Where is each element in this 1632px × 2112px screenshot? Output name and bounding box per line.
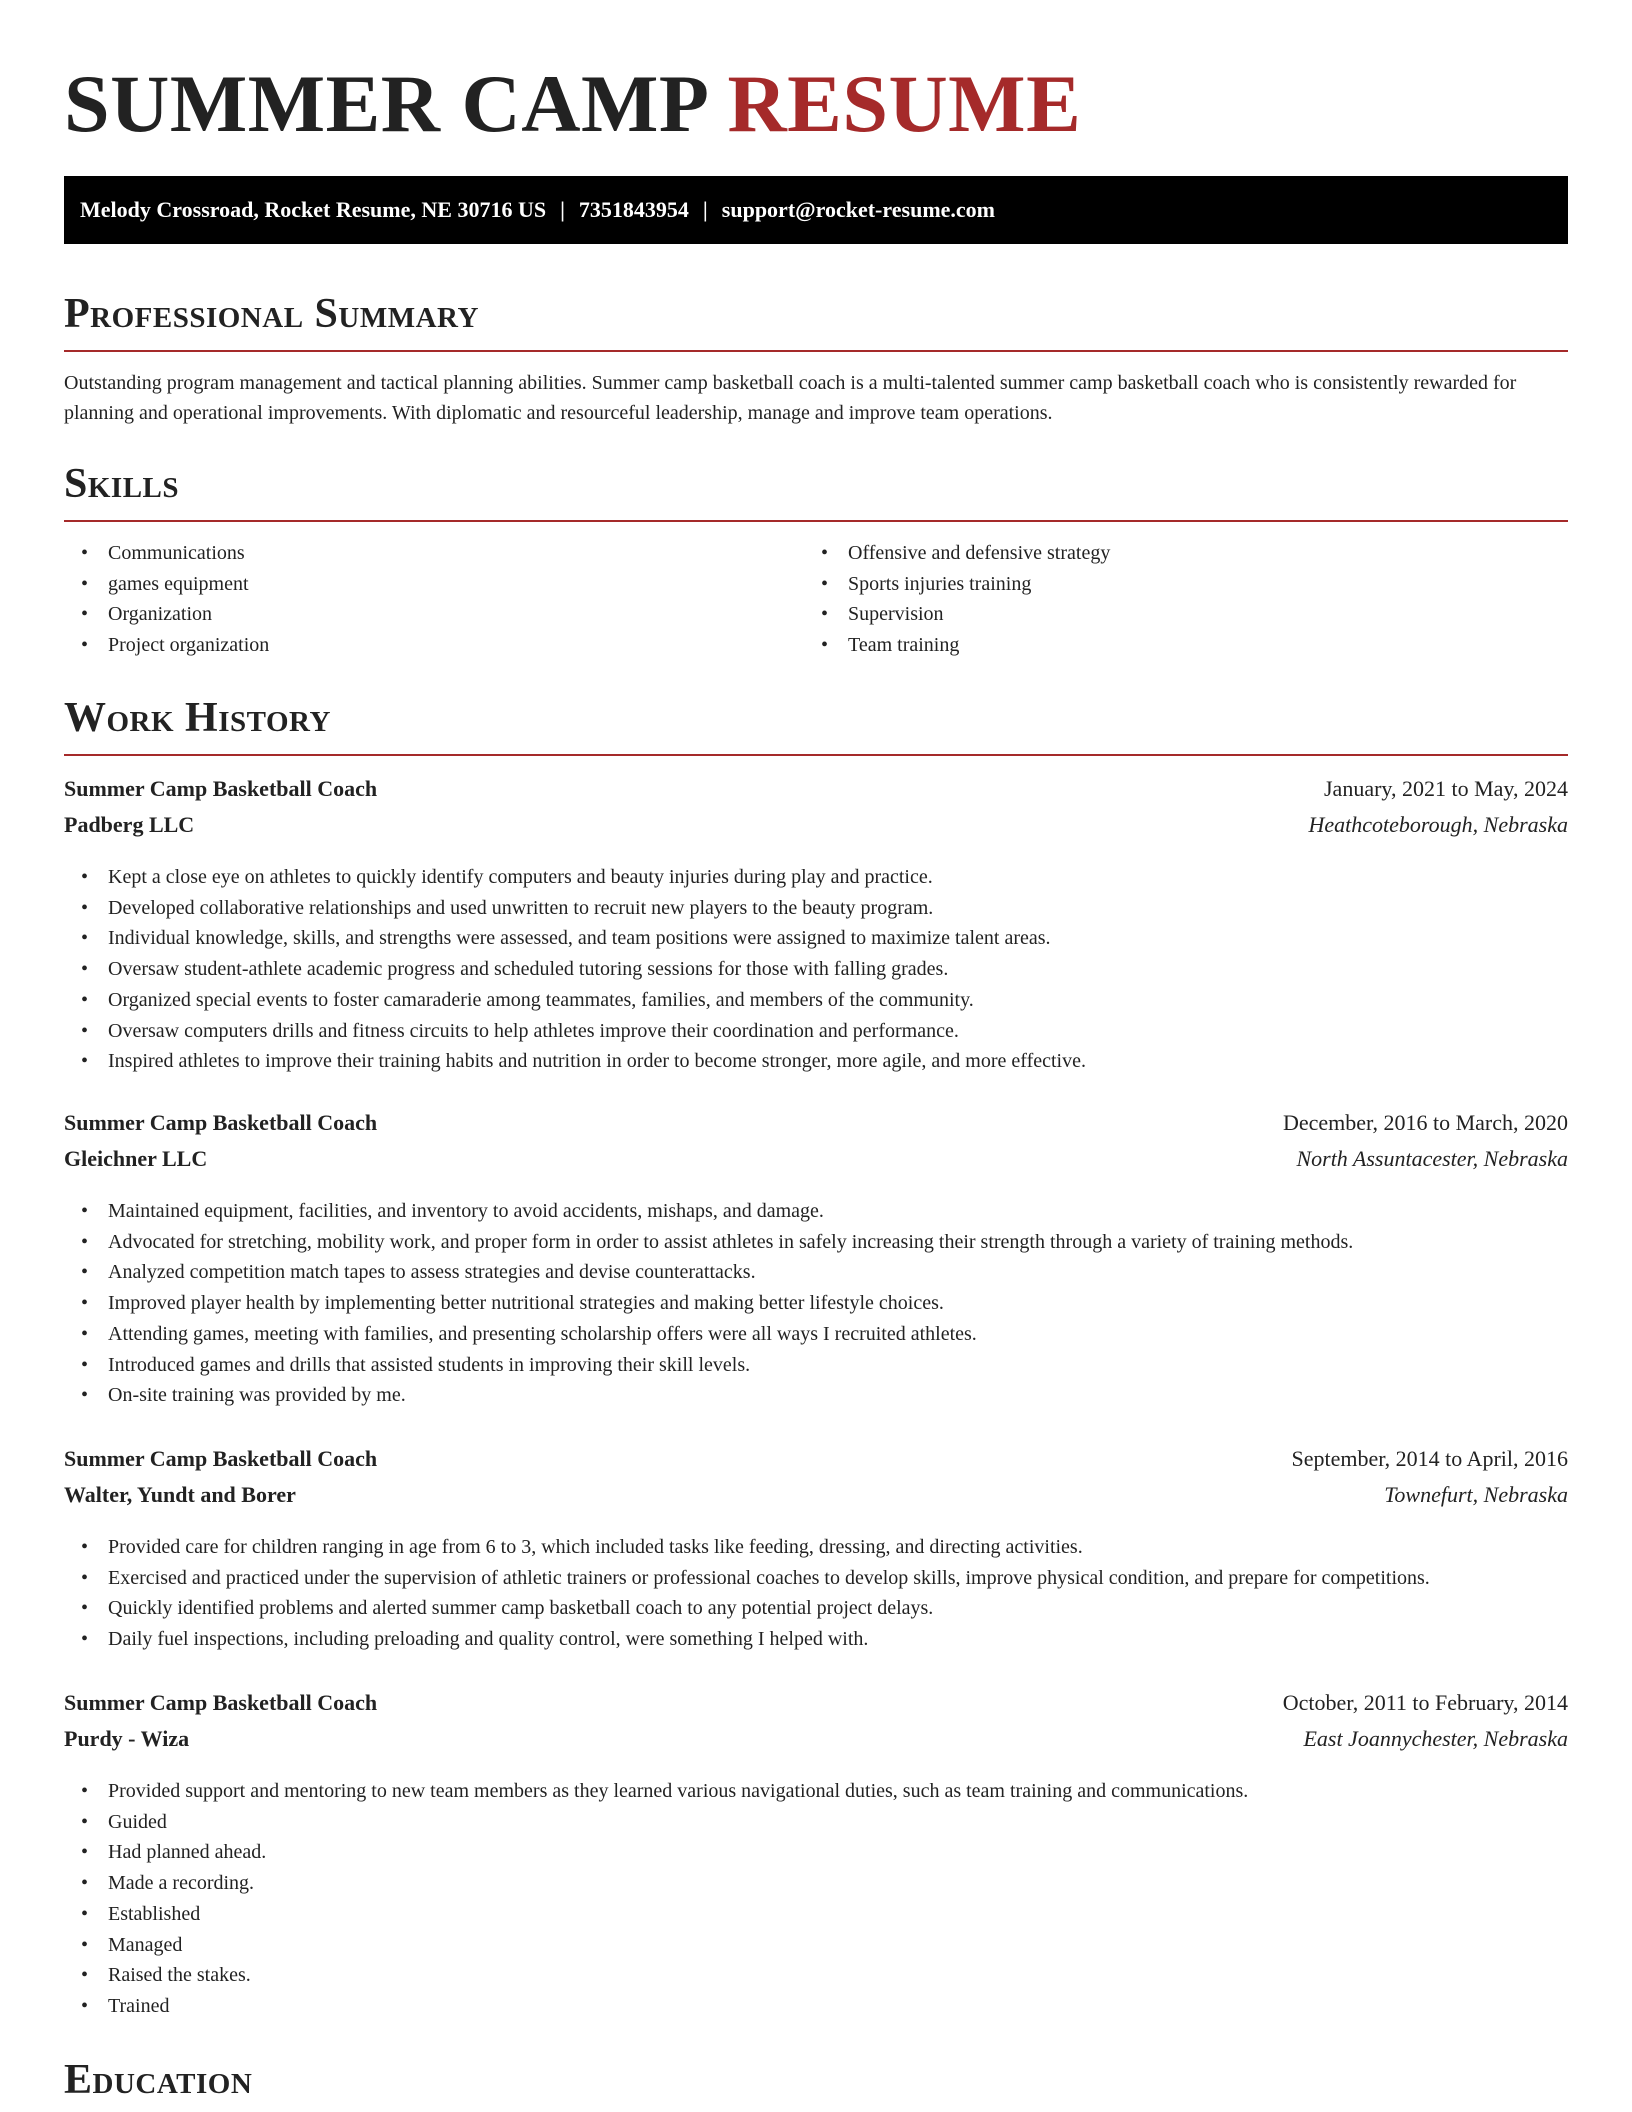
job-company: Purdy - Wiza [64, 1726, 190, 1751]
skill-item: • Offensive and defensive strategy [804, 538, 1544, 569]
job-title: Summer Camp Basketball Coach [64, 1690, 378, 1715]
skill-item: • Organization [64, 599, 804, 630]
job-bullet: • Managed [64, 1930, 1568, 1961]
section-divider [64, 754, 1568, 756]
job-title: Summer Camp Basketball Coach [64, 776, 378, 801]
job-bullet: • Made a recording. [64, 1868, 1568, 1899]
skills-section [64, 458, 1568, 661]
skill-item: • Team training [804, 630, 1544, 661]
skill-item: • Communications [64, 538, 804, 569]
skills-column-left [64, 538, 804, 661]
job-bullet: • Exercised and practiced under the supervision of athletic trainers or professional coaches to develop skills, improve physical condition, and prepare for competitions. [64, 1563, 1568, 1594]
professional-summary-section [64, 288, 1568, 428]
job-bullet: • Individual knowledge, skills, and strengths were assessed, and team positions were assigned to maximize talent areas. [64, 923, 1568, 954]
job-company: Padberg LLC [64, 812, 195, 837]
job-bullets [64, 1196, 1568, 1411]
job-bullet: • Developed collaborative relationships and used unwritten to recruit new players to the beauty program. [64, 893, 1568, 924]
summary-text: Outstanding program management and tactical planning abilities. Summer camp basketball coach is a multi-talented summer camp basketball coach who is consistently rewarded for planning and operational improvements. With diplomatic and resourceful leadership, manage and improve team operations. [64, 372, 1517, 424]
job-bullet: • Oversaw computers drills and fitness circuits to help athletes improve their coordination and performance. [64, 1016, 1568, 1047]
job-title: Summer Camp Basketball Coach [64, 1110, 378, 1135]
contact-phone: 7351843954 [578, 197, 689, 222]
skill-item: • Sports injuries training [804, 569, 1544, 600]
section-heading: Education [64, 2057, 253, 2103]
job-bullet: • Raised the stakes. [64, 1960, 1568, 1991]
job-bullet: • Improved player health by implementing better nutritional strategies and making better lifestyle choices. [64, 1288, 1568, 1319]
title-part-2: RESUME [727, 58, 1082, 149]
job-bullet: • Organized special events to foster camaraderie among teammates, families, and members of the community. [64, 985, 1568, 1016]
job-entry [64, 1690, 1568, 2022]
section-divider [64, 520, 1568, 522]
job-bullet: • Provided care for children ranging in age from 6 to 3, which included tasks like feeding, dressing, and directing activities. [64, 1532, 1568, 1563]
skills-grid [64, 538, 1568, 661]
job-bullet: • Trained [64, 1991, 1568, 2022]
job-dates: December, 2016 to March, 2020 [1282, 1110, 1568, 1135]
contact-separator: | [560, 197, 565, 222]
job-bullet: • Guided [64, 1807, 1568, 1838]
contact-email: support@rocket-resume.com [721, 197, 995, 222]
job-dates: October, 2011 to February, 2014 [1282, 1690, 1568, 1715]
job-bullets [64, 1532, 1568, 1655]
job-dates: September, 2014 to April, 2016 [1291, 1446, 1568, 1471]
contact-bar [64, 176, 1568, 244]
resume-title [64, 56, 1081, 152]
section-divider [64, 350, 1568, 352]
job-company: Walter, Yundt and Borer [64, 1482, 296, 1507]
job-bullet: • Quickly identified problems and alerted summer camp basketball coach to any potential project delays. [64, 1593, 1568, 1624]
job-bullet: • Oversaw student-athlete academic progress and scheduled tutoring sessions for those with falling grades. [64, 954, 1568, 985]
contact-separator: | [702, 197, 708, 222]
job-entry [64, 1446, 1568, 1655]
job-location: Heathcoteborough, Nebraska [1308, 812, 1568, 837]
job-bullet: • Had planned ahead. [64, 1837, 1568, 1868]
job-bullet: • Daily fuel inspections, including preloading and quality control, were something I helped with. [64, 1624, 1568, 1655]
job-bullet: • Kept a close eye on athletes to quickly identify computers and beauty injuries during play and practice. [64, 862, 1568, 893]
job-entry [64, 1110, 1568, 1411]
job-bullets [64, 862, 1568, 1077]
skill-item: • Project organization [64, 630, 804, 661]
job-title: Summer Camp Basketball Coach [64, 1446, 378, 1471]
job-bullet: • On-site training was provided by me. [64, 1380, 1568, 1411]
job-bullets [64, 1776, 1568, 2022]
job-company: Gleichner LLC [64, 1146, 208, 1171]
section-heading: Skills [64, 461, 180, 507]
skills-column-right [804, 538, 1544, 661]
job-bullet: • Established [64, 1899, 1568, 1930]
job-bullet: • Advocated for stretching, mobility work, and proper form in order to assist athletes in safely increasing their strength through a variety of training methods. [64, 1227, 1568, 1258]
contact-address: Melody Crossroad, Rocket Resume, NE 30716 US [80, 197, 547, 222]
title-part-1: SUMMER CAMP [64, 58, 710, 149]
job-entry [64, 776, 1568, 1077]
skill-item: • games equipment [64, 569, 804, 600]
job-bullet: • Inspired athletes to improve their training habits and nutrition in order to become stronger, more agile, and more effective. [64, 1046, 1568, 1077]
job-location: East Joannychester, Nebraska [1303, 1726, 1568, 1751]
section-heading: Professional Summary [64, 291, 479, 337]
job-dates: January, 2021 to May, 2024 [1324, 776, 1568, 801]
work-history-section [64, 692, 1568, 756]
education-section [64, 2054, 1568, 2106]
section-heading: Work History [64, 695, 331, 741]
job-bullet: • Provided support and mentoring to new team members as they learned various navigational duties, such as team training and communications. [64, 1776, 1568, 1807]
job-location: Townefurt, Nebraska [1384, 1482, 1568, 1507]
job-bullet: • Maintained equipment, facilities, and inventory to avoid accidents, mishaps, and damage. [64, 1196, 1568, 1227]
job-bullet: • Attending games, meeting with families, and presenting scholarship offers were all ways I recruited athletes. [64, 1319, 1568, 1350]
job-bullet: • Introduced games and drills that assisted students in improving their skill levels. [64, 1350, 1568, 1381]
job-bullet: • Analyzed competition match tapes to assess strategies and devise counterattacks. [64, 1257, 1568, 1288]
job-location: North Assuntacester, Nebraska [1296, 1146, 1568, 1171]
skill-item: • Supervision [804, 599, 1544, 630]
